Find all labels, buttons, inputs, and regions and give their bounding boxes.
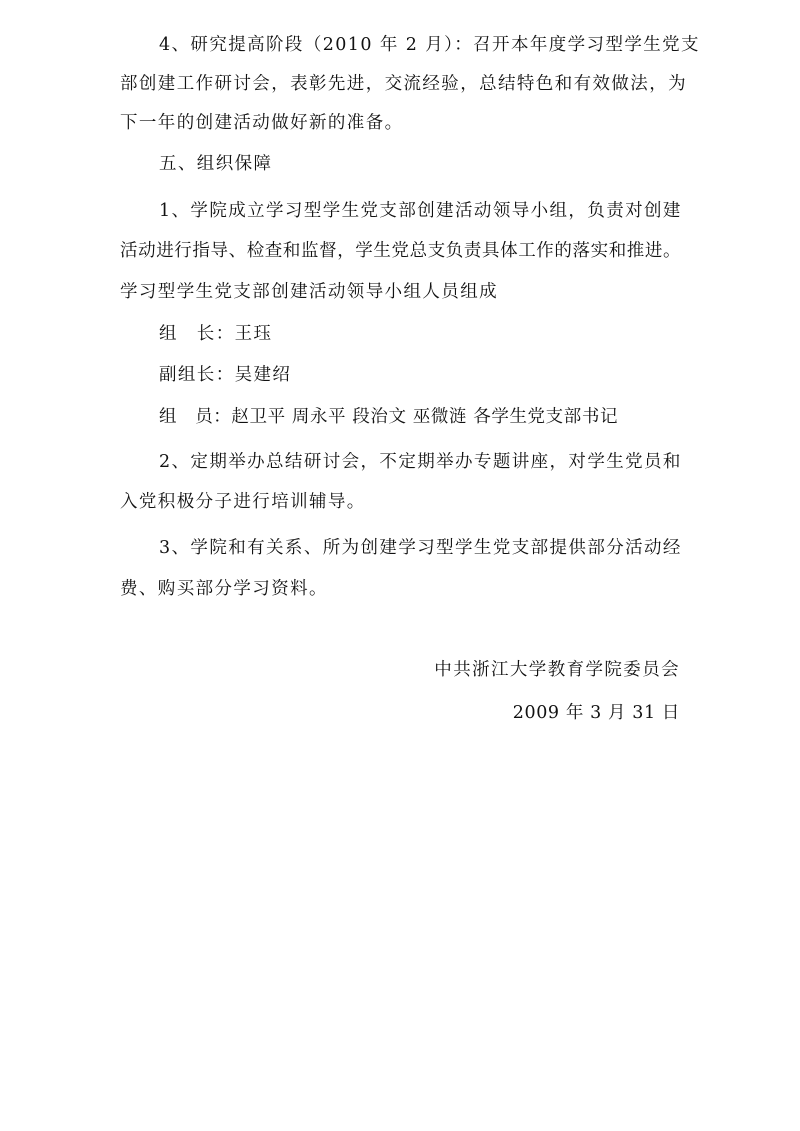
signature-organization: 中共浙江大学教育学院委员会 xyxy=(434,660,680,680)
signature-date: 2009 年 3 月 31 日 xyxy=(512,703,680,723)
item3-line-2: 费、购买部分学习资料。 xyxy=(120,579,328,599)
section4-line-2: 部创建工作研讨会，表彰先进，交流经验，总结特色和有效做法，为 xyxy=(120,74,687,94)
item2-line-1: 2、定期举办总结研讨会，不定期举办专题讲座，对学生党员和 xyxy=(159,452,682,472)
heading-organizational-guarantee: 五、组织保障 xyxy=(159,154,273,174)
item1-line-1: 1、学院成立学习型学生党支部创建活动领导小组，负责对创建 xyxy=(159,201,682,221)
deputy-leader: 副组长：吴建绍 xyxy=(159,365,292,385)
item3-line-1: 3、学院和有关系、所为创建学习型学生党支部提供部分活动经 xyxy=(159,538,682,558)
section4-line-1: 4、研究提高阶段（2010 年 2 月）：召开本年度学习型学生党支 xyxy=(159,35,700,55)
item2-line-2: 入党积极分子进行培训辅导。 xyxy=(120,492,366,512)
item1-line-3: 学习型学生党支部创建活动领导小组人员组成 xyxy=(120,282,498,302)
item1-line-2: 活动进行指导、检查和监督，学生党总支负责具体工作的落实和推进。 xyxy=(120,241,682,261)
group-leader: 组 长：王珏 xyxy=(159,324,273,344)
group-members: 组 员：赵卫平 周永平 段治文 巫微涟 各学生党支部书记 xyxy=(159,407,619,427)
section4-line-3: 下一年的创建活动做好新的准备。 xyxy=(120,113,404,133)
